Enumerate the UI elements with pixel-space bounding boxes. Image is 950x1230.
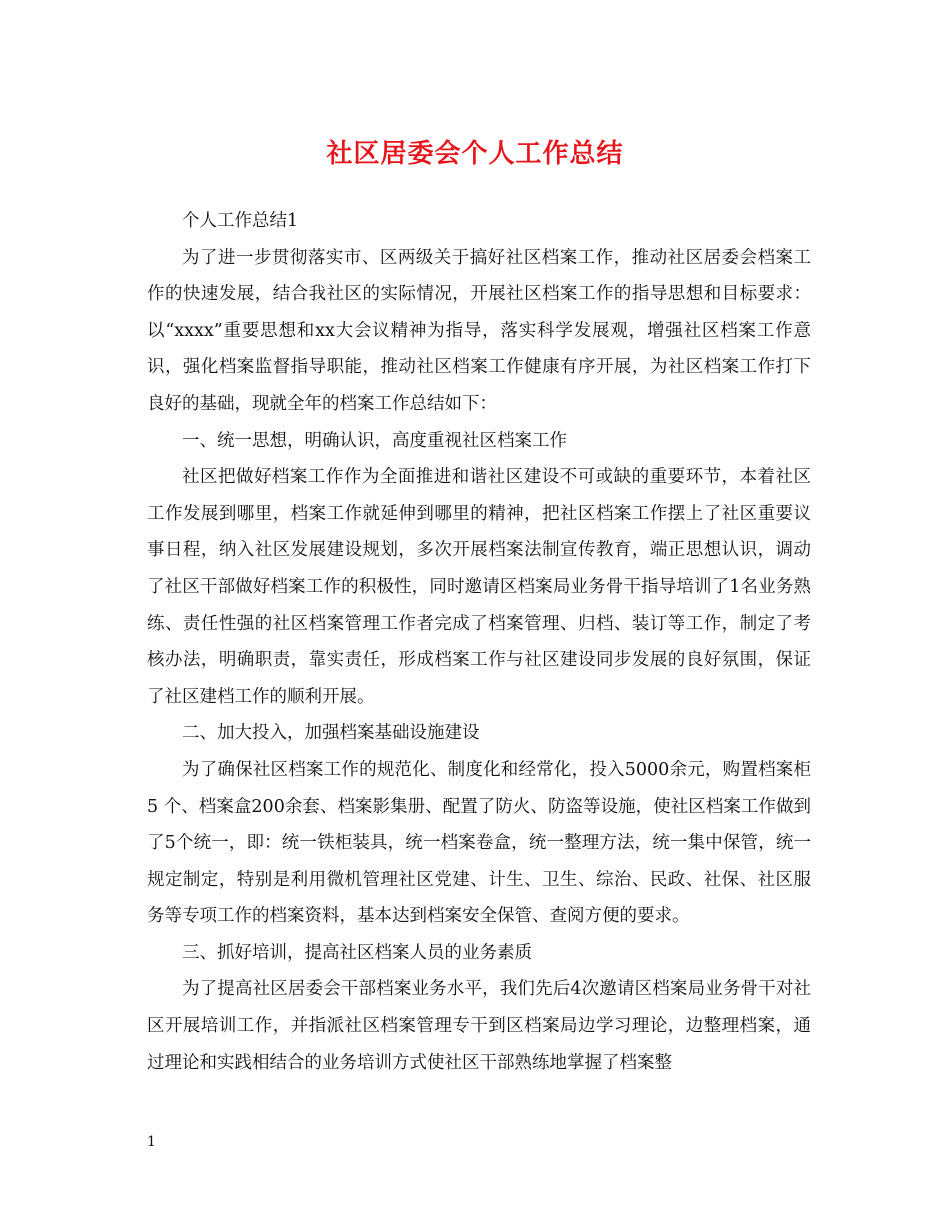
body-paragraph: 为了提高社区居委会干部档案业务水平，我们先后4次邀请区档案局业务骨干对社区开展培训工作，并指派社区档案管理专干到区档案局边学习理论，边整理档案，通过理论和实践相结合的业务培训方式使社区干部熟练地掌握了档案整 [147,979,811,1073]
section-heading: 二、加大投入，加强档案基础设施建设 [182,723,480,744]
section-heading: 一、统一思想，明确认识，高度重视社区档案工作 [182,430,567,451]
document-body [147,203,811,1081]
section-heading: 个人工作总结1 [182,211,299,231]
section-heading: 三、抓好培训，提高社区档案人员的业务素质 [182,942,532,963]
document-title: 社区居委会个人工作总结 [326,139,624,169]
body-paragraph: 为了确保社区档案工作的规范化、制度化和经常化，投入5000余元，购置档案柜5 个、档案盒200余套、档案影集册、配置了防火、防盗等设施，使社区档案工作做到了5个统一，即：统一铁柜装具，统一档案卷盒，统一整理方法，统一集中保管，统一规定制定，特别是利用微机管理社区党建、计生、卫生、综治、民政、社保、社区服务等专项工作的档案资料，基本达到档案安全保管、查阅方便的要求。 [147,759,811,927]
page-number: 1 [147,1134,156,1150]
body-paragraph: 社区把做好档案工作作为全面推进和谐社区建设不可或缺的重要环节，本着社区工作发展到哪里，档案工作就延伸到哪里的精神，把社区档案工作摆上了社区重要议事日程，纳入社区发展建设规划，多次开展档案法制宣传教育，端正思想认识，调动了社区干部做好档案工作的积极性，同时邀请区档案局业务骨干指导培训了1名业务熟练、责任性强的社区档案管理工作者完成了档案管理、归档、装订等工作，制定了考核办法，明确职责，靠实责任，形成档案工作与社区建设同步发展的良好氛围，保证了社区建档工作的顺利开展。 [147,467,811,707]
body-paragraph: 为了进一步贯彻落实市、区两级关于搞好社区档案工作，推动社区居委会档案工作的快速发展，结合我社区的实际情况，开展社区档案工作的指导思想和目标要求：以“xxxx”重要思想和xx大会议精神为指导，落实科学发展观，增强社区档案工作意识，强化档案监督指导职能，推动社区档案工作健康有序开展，为社区档案工作打下良好的基础，现就全年的档案工作总结如下： [147,247,811,414]
